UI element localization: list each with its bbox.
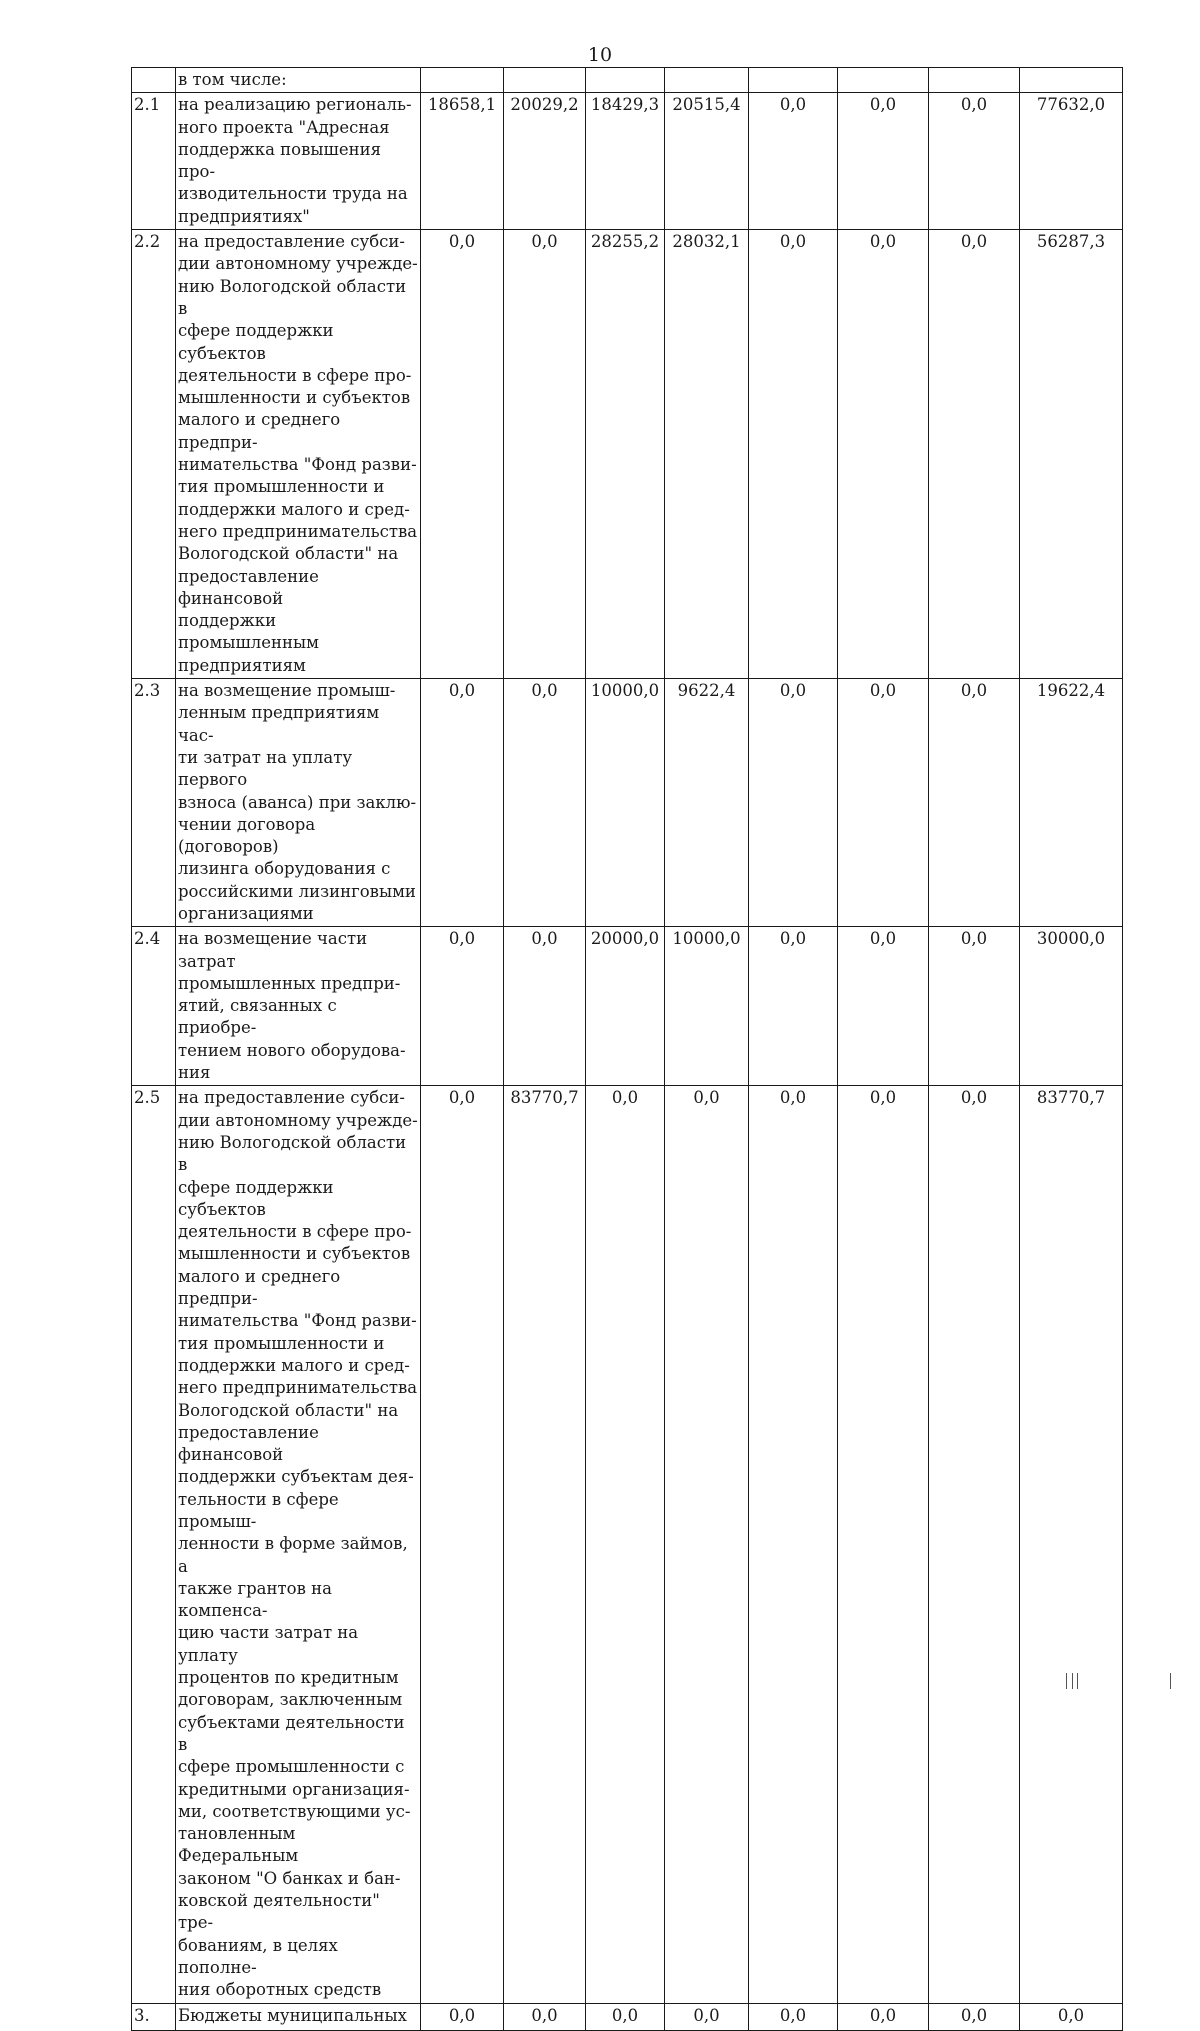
value-cell: 0,0 [665,2003,749,2030]
value-cell: 0,0 [749,679,838,927]
value-cell [749,68,838,93]
value-cell: 18429,3 [586,93,665,230]
scan-mark [1077,1673,1078,1689]
row-description: на возмещение части затрат промышленных предпри- ятий, связанных с приобре- тением нового оборудова- ния [176,927,421,1086]
value-cell: 0,0 [749,93,838,230]
value-cell: 20000,0 [586,927,665,1086]
value-cell: 0,0 [929,2003,1020,2030]
value-cell: 0,0 [421,2003,504,2030]
row-index: 2.2 [132,230,176,679]
value-cell: 83770,7 [504,1086,586,2003]
total-cell: 19622,4 [1020,679,1123,927]
table-row [132,93,1123,230]
row-description: Бюджеты муниципальных [176,2003,421,2030]
value-cell: 0,0 [929,679,1020,927]
total-cell: 0,0 [1020,2003,1123,2030]
table-row [132,679,1123,927]
total-cell: 30000,0 [1020,927,1123,1086]
row-description: на предоставление субси- дии автономному учрежде- нию Вологодской области в сфере поддержки субъектов деятельности в сфере про- мышленности и субъектов малого и среднего предпри- нимательства "Фонд разви- тия промышленности и поддержки малого и сред- него предпринимательства Вологодской области" на предоставление финансовой поддержки промышленным предприятиям [176,230,421,679]
value-cell: 0,0 [504,679,586,927]
scan-mark [1072,1673,1073,1689]
value-cell: 0,0 [838,2003,929,2030]
value-cell: 0,0 [665,1086,749,2003]
table-row [132,1086,1123,2003]
value-cell: 0,0 [838,1086,929,2003]
table-row [132,68,1123,93]
value-cell: 0,0 [838,93,929,230]
value-cell [838,68,929,93]
value-cell: 0,0 [749,1086,838,2003]
value-cell [504,68,586,93]
value-cell [586,68,665,93]
row-index: 2.4 [132,927,176,1086]
row-description: на предоставление субси- дии автономному учрежде- нию Вологодской области в сфере поддержки субъектов деятельности в сфере про- мышленности и субъектов малого и среднего предпри- нимательства "Фонд разви- тия промышленности и поддержки малого и сред- него предпринимательства Вологодской области" на предоставление финансовой поддержки субъектам дея- тельности в сфере промыш- ленности в форме займов, а также грантов на компенса- цию части затрат на уплату процентов по кредитным договорам, заключенным субъектами деятельности в сфере промышленности с кредитными организация- ми, соответствующими ус- тановленным Федеральным законом "О банках и бан- ковской деятельности" тре- бованиям, в целях пополне- ния оборотных средств [176,1086,421,2003]
row-index [132,68,176,93]
table-row [132,927,1123,1086]
value-cell: 0,0 [929,1086,1020,2003]
value-cell: 0,0 [421,927,504,1086]
total-cell: 77632,0 [1020,93,1123,230]
value-cell: 0,0 [586,2003,665,2030]
value-cell: 0,0 [421,230,504,679]
value-cell: 0,0 [504,2003,586,2030]
value-cell [421,68,504,93]
scan-mark [1170,1673,1171,1689]
value-cell: 0,0 [749,927,838,1086]
value-cell: 0,0 [838,230,929,679]
row-description: на реализацию региональ- ного проекта "Адресная поддержка повышения про- изводительности труда на предприятиях" [176,93,421,230]
table-row [132,2003,1123,2030]
value-cell: 20515,4 [665,93,749,230]
row-index: 2.5 [132,1086,176,2003]
value-cell: 0,0 [929,927,1020,1086]
value-cell: 0,0 [929,93,1020,230]
row-index: 3. [132,2003,176,2030]
value-cell: 10000,0 [586,679,665,927]
budget-table [131,67,1123,2031]
value-cell: 0,0 [749,230,838,679]
total-cell: 83770,7 [1020,1086,1123,2003]
row-description: в том числе: [176,68,421,93]
value-cell: 0,0 [586,1086,665,2003]
total-cell: 56287,3 [1020,230,1123,679]
value-cell: 18658,1 [421,93,504,230]
value-cell: 0,0 [421,679,504,927]
value-cell: 0,0 [749,2003,838,2030]
value-cell [665,68,749,93]
value-cell: 0,0 [838,927,929,1086]
value-cell [929,68,1020,93]
scan-mark [1066,1673,1067,1689]
value-cell: 0,0 [504,230,586,679]
page-number: 10 [587,44,613,66]
value-cell: 10000,0 [665,927,749,1086]
value-cell: 0,0 [504,927,586,1086]
value-cell: 20029,2 [504,93,586,230]
value-cell: 9622,4 [665,679,749,927]
value-cell: 28032,1 [665,230,749,679]
value-cell [1020,68,1123,93]
value-cell: 28255,2 [586,230,665,679]
row-index: 2.3 [132,679,176,927]
table-row [132,230,1123,679]
row-description: на возмещение промыш- ленным предприятиям час- ти затрат на уплату первого взноса (аванса) при заклю- чении договора (договоров) лизинга оборудования с российскими лизинговыми организациями [176,679,421,927]
value-cell: 0,0 [929,230,1020,679]
value-cell: 0,0 [838,679,929,927]
value-cell: 0,0 [421,1086,504,2003]
row-index: 2.1 [132,93,176,230]
